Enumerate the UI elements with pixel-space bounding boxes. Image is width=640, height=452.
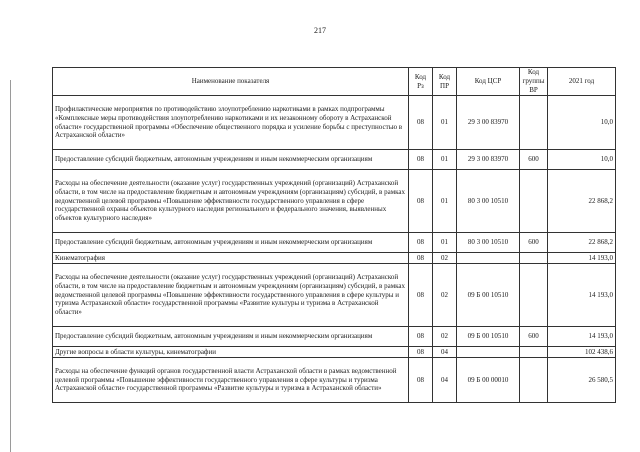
- row-vr: [520, 96, 548, 150]
- row-csr: 29 3 00 83970: [457, 96, 520, 150]
- table-row: [53, 264, 616, 327]
- page-number: 217: [314, 26, 326, 35]
- row-vr: [520, 264, 548, 327]
- row-csr: 09 Б 00 10510: [457, 327, 520, 347]
- row-csr: 09 Б 00 10510: [457, 264, 520, 327]
- row-amount: 22 868,2: [548, 233, 616, 253]
- row-rz: 08: [409, 327, 433, 347]
- table-header-row: [53, 68, 616, 96]
- row-csr: [457, 347, 520, 358]
- row-vr: [520, 347, 548, 358]
- header-pr: Код ПР: [433, 68, 457, 96]
- row-pr: 01: [433, 170, 457, 233]
- table-row: [53, 253, 616, 264]
- row-csr: 80 3 00 10510: [457, 170, 520, 233]
- row-pr: 02: [433, 264, 457, 327]
- header-year: 2021 год: [548, 68, 616, 96]
- table-row: [53, 96, 616, 150]
- row-amount: 14 193,0: [548, 264, 616, 327]
- row-amount: 26 580,5: [548, 358, 616, 403]
- row-pr: 01: [433, 233, 457, 253]
- table-row: [53, 233, 616, 253]
- row-vr: [520, 170, 548, 233]
- scan-edge-line: [10, 80, 11, 452]
- row-name: Предоставление субсидий бюджетным, автономным учреждениям и иным некоммерческим организациям: [53, 150, 409, 170]
- header-csr: Код ЦСР: [457, 68, 520, 96]
- row-name: Другие вопросы в области культуры, кинематографии: [53, 347, 409, 358]
- row-amount: 22 868,2: [548, 170, 616, 233]
- table-row: [53, 170, 616, 233]
- row-vr: [520, 253, 548, 264]
- row-rz: 08: [409, 253, 433, 264]
- row-rz: 08: [409, 358, 433, 403]
- row-vr: 600: [520, 150, 548, 170]
- budget-table: [52, 67, 616, 403]
- row-name: Расходы на обеспечение деятельности (оказание услуг) государственных учреждений (организаций) Астраханской области, в том числе на предоставление бюджетным и автономным учреждениям (организациям) субсидий, в рамках ведомственной целевой программы «Повышение эффективности государственного управления в сфере государственной охраны объектов культурного наследия регионального и федерального значения, выявленных объектов культурного наследия»: [53, 170, 409, 233]
- row-vr: [520, 358, 548, 403]
- row-rz: 08: [409, 233, 433, 253]
- row-pr: 04: [433, 358, 457, 403]
- table-row: [53, 358, 616, 403]
- row-pr: 01: [433, 150, 457, 170]
- table-row: [53, 347, 616, 358]
- row-amount: 14 193,0: [548, 327, 616, 347]
- row-amount: 10,0: [548, 150, 616, 170]
- row-csr: 09 Б 00 00010: [457, 358, 520, 403]
- table-row: [53, 327, 616, 347]
- row-amount: 102 438,6: [548, 347, 616, 358]
- row-amount: 10,0: [548, 96, 616, 150]
- row-rz: 08: [409, 347, 433, 358]
- row-rz: 08: [409, 150, 433, 170]
- row-vr: 600: [520, 327, 548, 347]
- row-name: Расходы на обеспечение деятельности (оказание услуг) государственных учреждений (организаций) Астраханской области, в том числе на предоставление бюджетным и автономным учреждениям (организациям) субсидий, в рамках ведомственной целевой программы «Повышение эффективности государственного управления в сфере культуры и туризма Астраханской области» государственной программы «Развитие культуры и туризма в Астраханской области»: [53, 264, 409, 327]
- row-pr: 02: [433, 327, 457, 347]
- header-rz: Код Рз: [409, 68, 433, 96]
- row-pr: 01: [433, 96, 457, 150]
- row-amount: 14 193,0: [548, 253, 616, 264]
- row-name: Предоставление субсидий бюджетным, автономным учреждениям и иным некоммерческим организациям: [53, 233, 409, 253]
- row-csr: 80 3 00 10510: [457, 233, 520, 253]
- row-name: Предоставление субсидий бюджетным, автономным учреждениям и иным некоммерческим организациям: [53, 327, 409, 347]
- row-vr: 600: [520, 233, 548, 253]
- row-name: Расходы на обеспечение функций органов государственной власти Астраханской области в рамках ведомственной целевой программы «Повышение эффективности государственного управления в сфере культуры и туризма Астраханской области» государственной программы «Развитие культуры и туризма в Астраханской области»: [53, 358, 409, 403]
- row-csr: 29 3 00 83970: [457, 150, 520, 170]
- row-rz: 08: [409, 170, 433, 233]
- row-name: Кинематография: [53, 253, 409, 264]
- header-name: Наименование показателя: [53, 68, 409, 96]
- row-rz: 08: [409, 96, 433, 150]
- header-vr: Код группы ВР: [520, 68, 548, 96]
- row-csr: [457, 253, 520, 264]
- table-row: [53, 150, 616, 170]
- row-rz: 08: [409, 264, 433, 327]
- row-pr: 02: [433, 253, 457, 264]
- row-name: Профилактические мероприятия по противодействию злоупотреблению наркотиками в рамках подпрограммы «Комплексные меры противодействия злоупотреблению наркотиками и их незаконному обороту в Астраханской области» государственной программы «Обеспечение общественного порядка и усиление борьбы с преступностью в Астраханской области»: [53, 96, 409, 150]
- row-pr: 04: [433, 347, 457, 358]
